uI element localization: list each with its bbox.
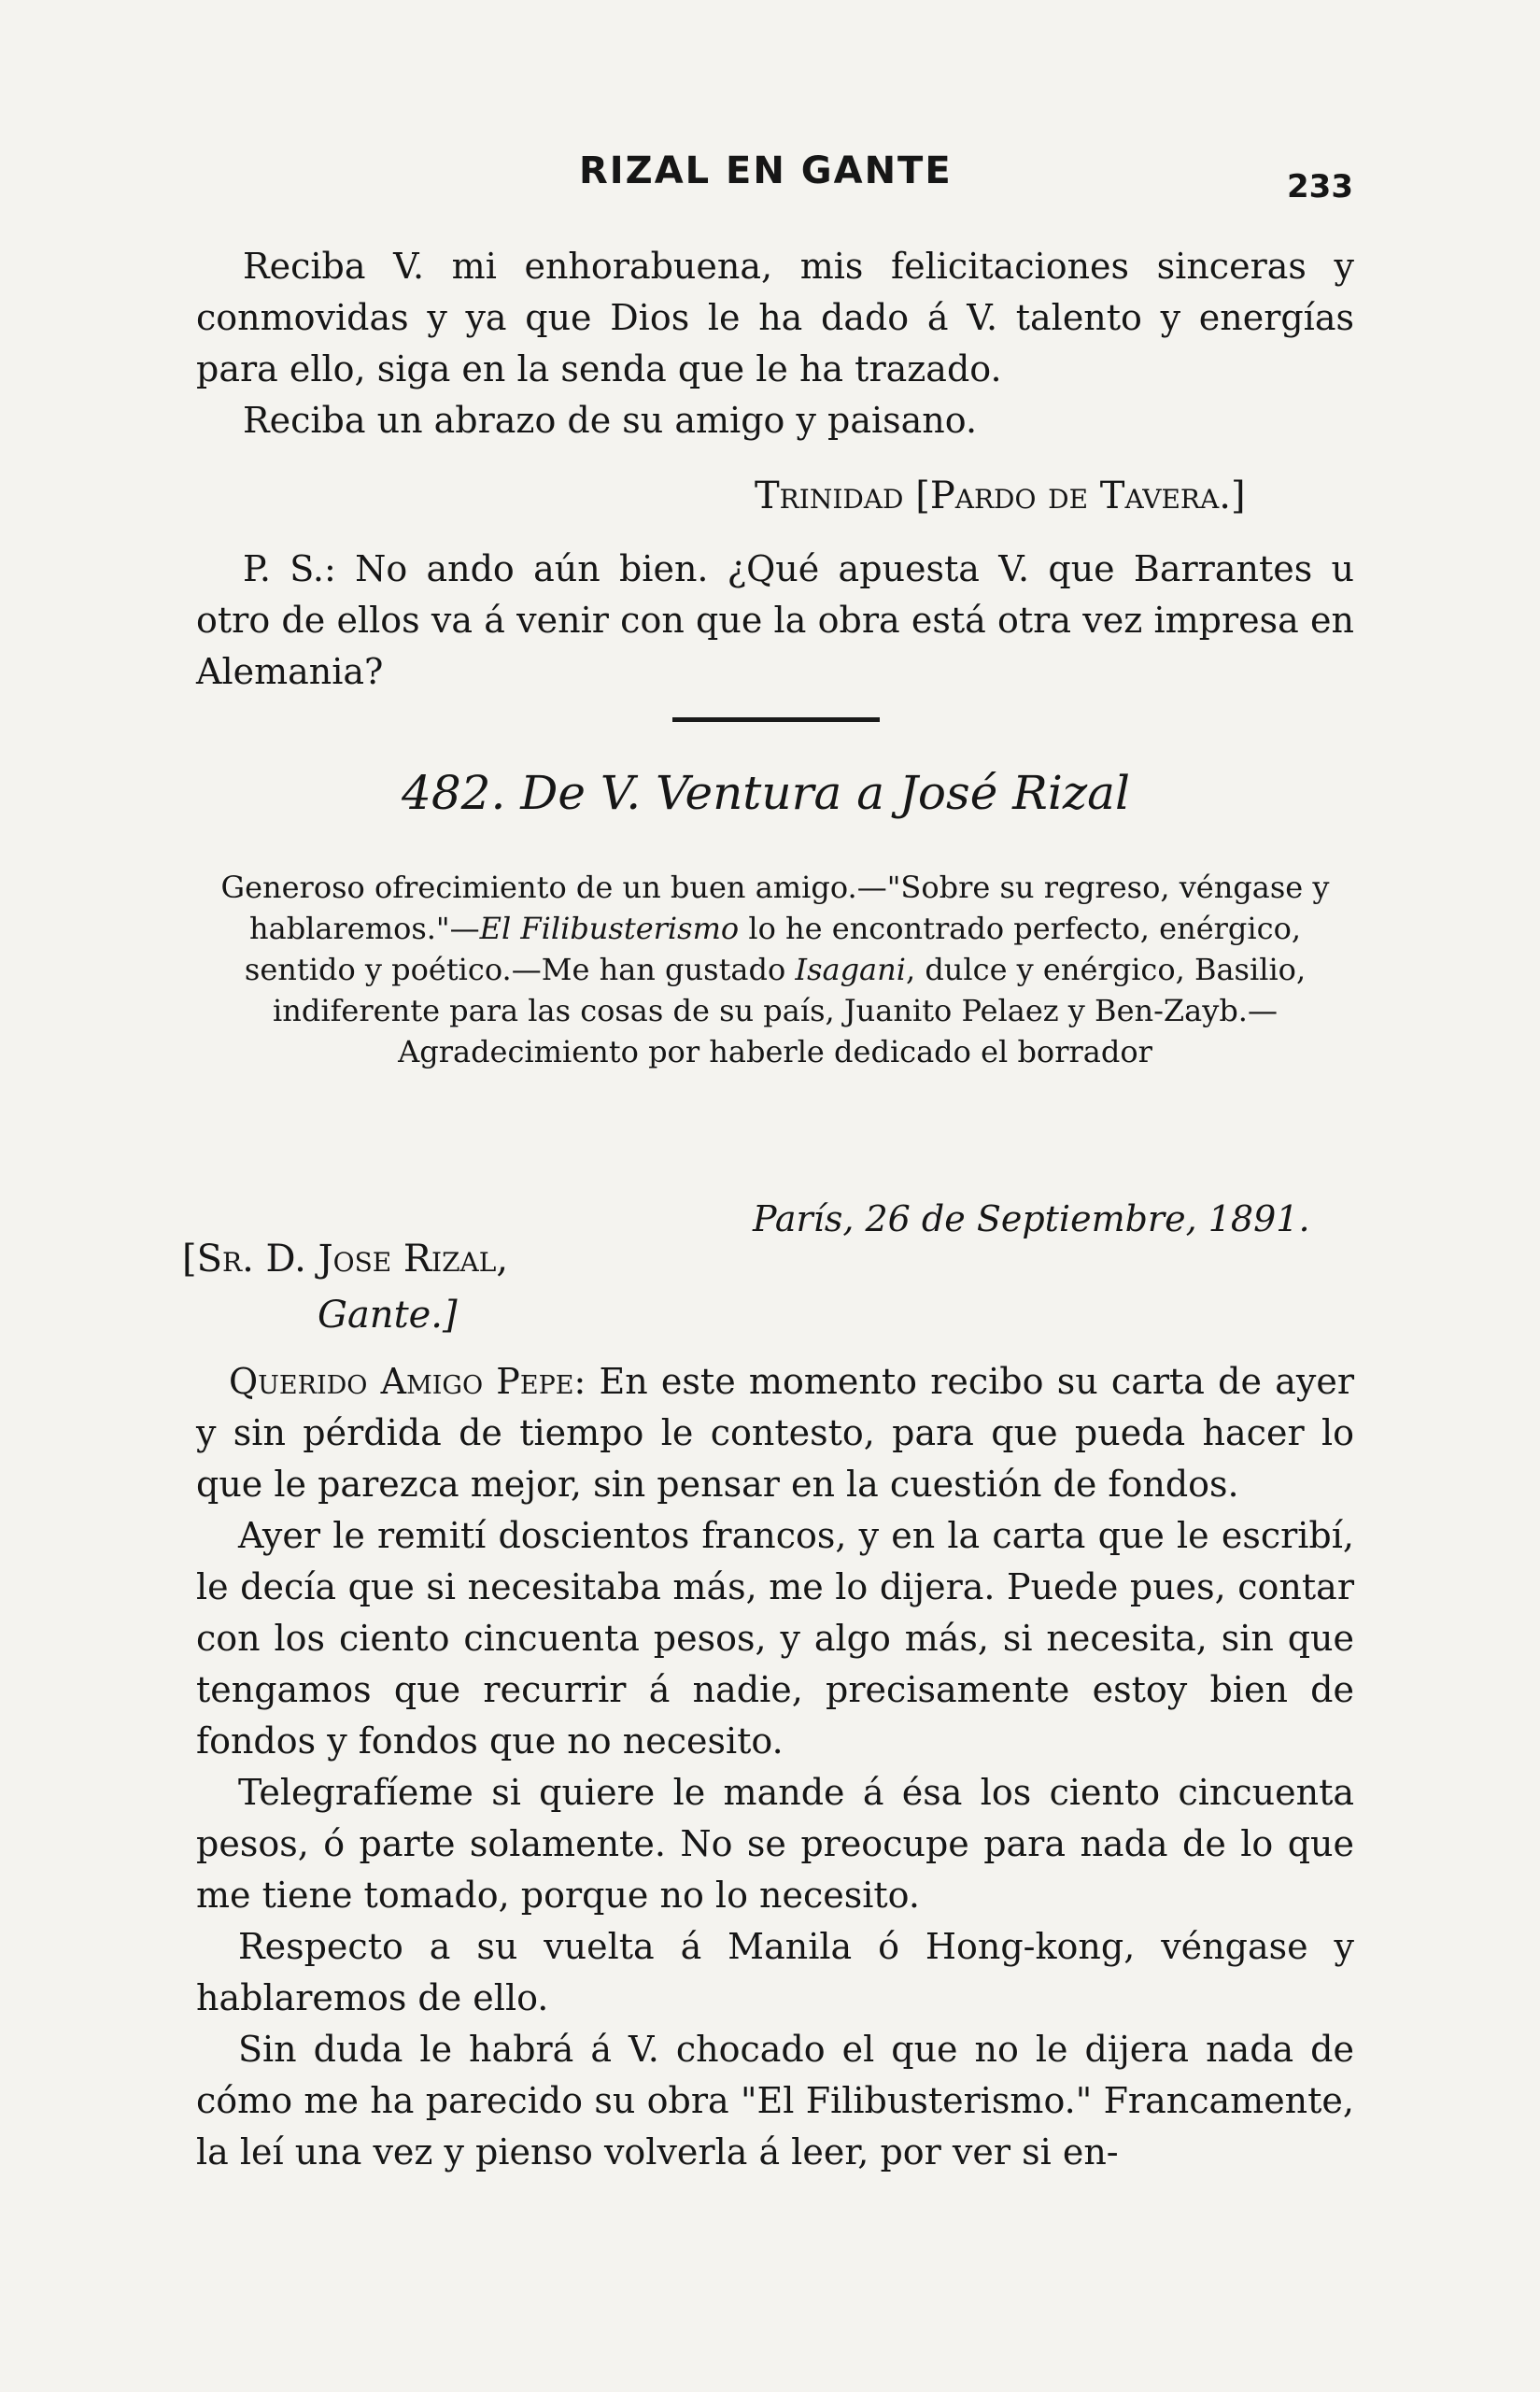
paragraph: Telegrafíeme si quiere le mande á ésa los ciento cincuenta pesos, ó parte solamente. No se preocupe para nada de lo que me tiene tomado, porque no lo necesito. — [196, 1772, 1354, 1916]
summary-text: , dulce y enérgico, Basilio, indiferente para las cosas de su país, Juanito Pelaez y Ben-Zayb.—Agradecimiento por haberle dedicado el borrador — [273, 952, 1307, 1069]
paragraph: Reciba V. mi enhorabuena, mis felicitaciones sinceras y conmovidas y ya que Dios le ha dado á V. talento y energías para ello, siga en la senda que le ha trazado. — [196, 246, 1354, 389]
address-city: Gante.] — [318, 1294, 458, 1337]
closing-paragraphs — [196, 241, 1354, 446]
address — [182, 1231, 508, 1343]
address-line: [Sr. D. Jose Rizal, — [182, 1238, 509, 1281]
running-header — [0, 149, 1540, 205]
salutation: Querido Amigo Pepe: — [229, 1361, 586, 1402]
summary-work-title: El Filibusterismo — [479, 911, 740, 946]
paragraph-text: En este momento recibo su carta de ayer y sin pérdida de tiempo le contesto, para que pueda hacer lo que le parezca mejor, sin pensar en la cuestión de fondos. — [196, 1361, 1354, 1505]
summary-text: lo he encontrado perfecto, enérgico, sentido y poético.—Me han gustado — [244, 911, 1301, 987]
paragraph: Ayer le remití doscientos francos, y en la carta que le escribí, le decía que si necesitaba más, me lo dijera. Puede pues, contar con los ciento cincuenta pesos, y algo más, si necesita, sin que tengamos que recurrir á nadie, precisamente estoy bien de fondos y fondos que no necesito. — [196, 1515, 1354, 1762]
running-title: RIZAL EN GANTE — [579, 149, 953, 192]
paragraph: Reciba un abrazo de su amigo y paisano. — [243, 400, 978, 441]
paragraph — [196, 1356, 1354, 1510]
letter-summary — [196, 867, 1354, 1072]
paragraph: Sin duda le habrá á V. chocado el que no le dijera nada de cómo me ha parecido su obra "El Filibusterismo." Francamente, la leí una vez y pienso volverla á leer, por ver si en- — [196, 2029, 1354, 2173]
postscript — [196, 544, 1354, 698]
dateline: París, 26 de Septiembre, 1891. — [753, 1198, 1310, 1239]
postscript-text: P. S.: No ando aún bien. ¿Qué apuesta V. que Barrantes u otro de ellos va á venir con que la obra está otra vez impresa en Alemania? — [196, 548, 1354, 692]
summary-text: Generoso ofrecimiento de un buen amigo.—"Sobre su regreso, véngase y hablaremos."— — [220, 870, 1330, 946]
signature: Trinidad [Pardo de Tavera.] — [755, 474, 1246, 517]
summary-character: Isagani — [795, 952, 906, 987]
letter-title: 482. De V. Ventura a José Rizal — [402, 766, 1130, 820]
section-divider — [672, 717, 880, 722]
page-number: 233 — [1287, 168, 1353, 205]
letter-body — [196, 1356, 1354, 2178]
paragraph: Respecto a su vuelta á Manila ó Hong-kong, véngase y hablaremos de ello. — [196, 1926, 1354, 2018]
